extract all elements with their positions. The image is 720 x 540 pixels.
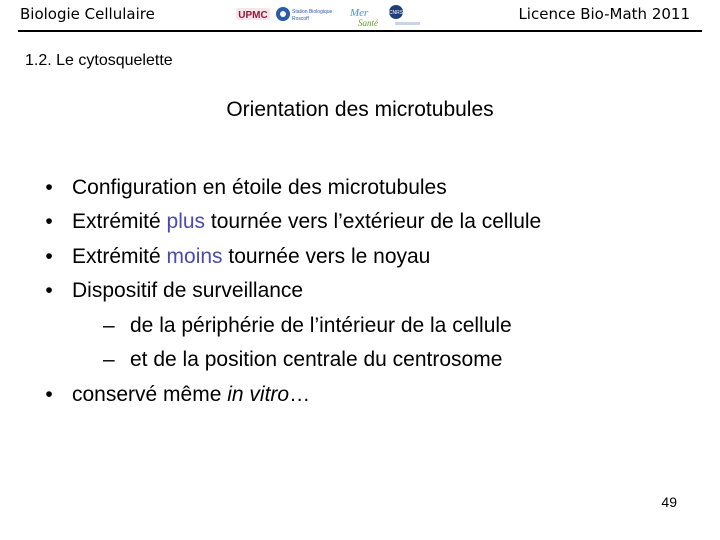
bullet-text [72,206,541,238]
bullet-text [72,241,430,273]
svg-text:Station Biologique: Station Biologique [292,9,333,15]
minus-end-term: moins [166,245,223,268]
dash-icon: – [103,348,115,371]
dash-icon: – [103,314,115,337]
bullet-icon: • [45,176,53,199]
bullet-text: Dispositif de surveillance [72,279,304,302]
station-biologique-roscoff-logo [276,7,333,22]
page-number: 49 [661,494,677,510]
course-title: Biologie Cellulaire [20,5,155,23]
program-title: Licence Bio-Math 2011 [518,5,690,23]
bullet-text-part: conservé même [72,383,228,406]
bullet-text-part: … [289,383,311,406]
bullet-icon: • [45,245,53,268]
upmc-logo-text: UPMC [238,10,268,21]
bullet-text-part: tournée vers le noyau [222,245,431,268]
slide-title: Orientation des microtubules [226,98,494,121]
sub-bullet-text: et de la position centrale du centrosome [130,348,503,371]
bullet-icon: • [45,383,53,406]
sub-bullet-text: de la périphérie de l’intérieur de la cellule [130,314,512,337]
bullet-text: Configuration en étoile des microtubules [72,176,447,199]
mer-et-sante-logo [349,7,379,28]
bullet-text-part: Extrémité [72,245,167,268]
cnrs-logo [389,5,420,25]
svg-text:Santé: Santé [358,18,378,28]
partner-logos [236,2,422,28]
bullet-icon: • [45,279,53,302]
upmc-logo [236,8,270,21]
svg-text:Roscoff: Roscoff [292,16,309,22]
plus-end-term: plus [166,210,206,233]
in-vitro-term: in vitro [227,383,290,406]
bullet-text-part: tournée vers l’extérieur de la cellule [205,210,542,233]
section-title: 1.2. Le cytosquelette [25,52,173,69]
bullet-text-part: Extrémité [72,210,167,233]
bullet-text [72,379,310,411]
svg-text:Mer: Mer [350,7,369,19]
header-divider [18,30,702,32]
svg-text:CNRS: CNRS [388,10,404,16]
bullet-icon: • [45,210,53,233]
